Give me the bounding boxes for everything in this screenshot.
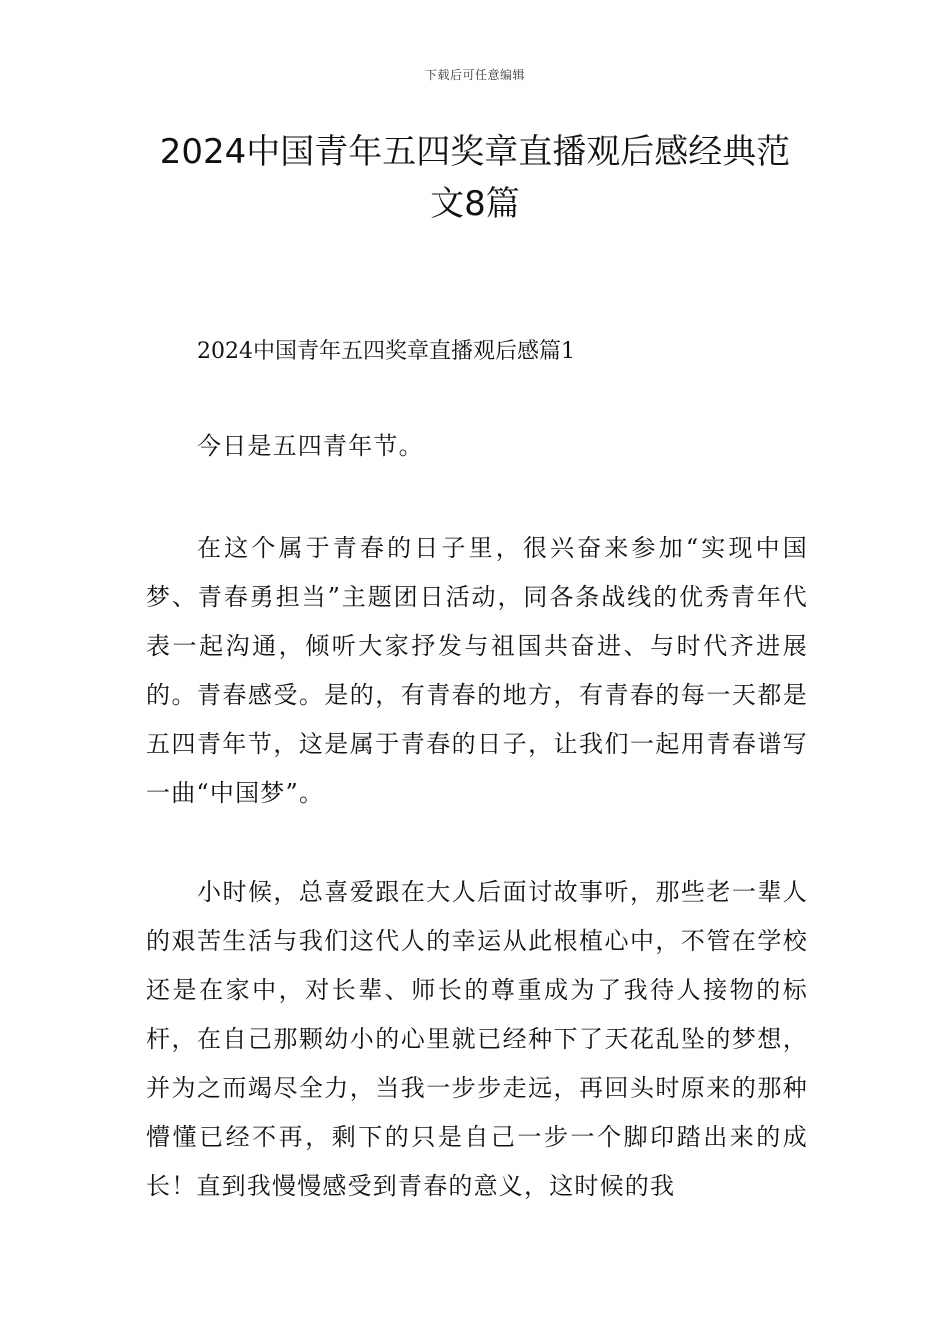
- article-heading: 2024中国青年五四奖章直播观后感篇1: [197, 339, 575, 364]
- paragraph-2: 在这个属于青春的日子里，很兴奋来参加“实现中国梦、青春勇担当”主题团日活动，同各条战线的优秀青年代表一起沟通，倾听大家抒发与祖国共奋进、与时代齐进展的。青春感受。是的，有青春的地方，有青春的每一天都是五四青年节，这是属于青春的日子，让我们一起用青春谱写一曲“中国梦”。: [146, 534, 808, 807]
- paragraph-3: 小时候，总喜爱跟在大人后面讨故事听，那些老一辈人的艰苦生活与我们这代人的幸运从此根植心中，不管在学校还是在家中，对长辈、师长的尊重成为了我待人接物的标杆，在自己那颗幼小的心里就已经种下了天花乱坠的梦想，并为之而竭尽全力，当我一步步走远，再回头时原来的那种懵懂已经不再，剩下的只是自己一步一个脚印踏出来的成长！直到我慢慢感受到青春的意义，这时候的我: [146, 878, 808, 1200]
- document-title: 2024中国青年五四奖章直播观后感经典范文8篇: [159, 132, 791, 224]
- paragraph-1: 今日是五四青年节。: [197, 432, 424, 460]
- header-note: 下载后可任意编辑: [424, 68, 525, 82]
